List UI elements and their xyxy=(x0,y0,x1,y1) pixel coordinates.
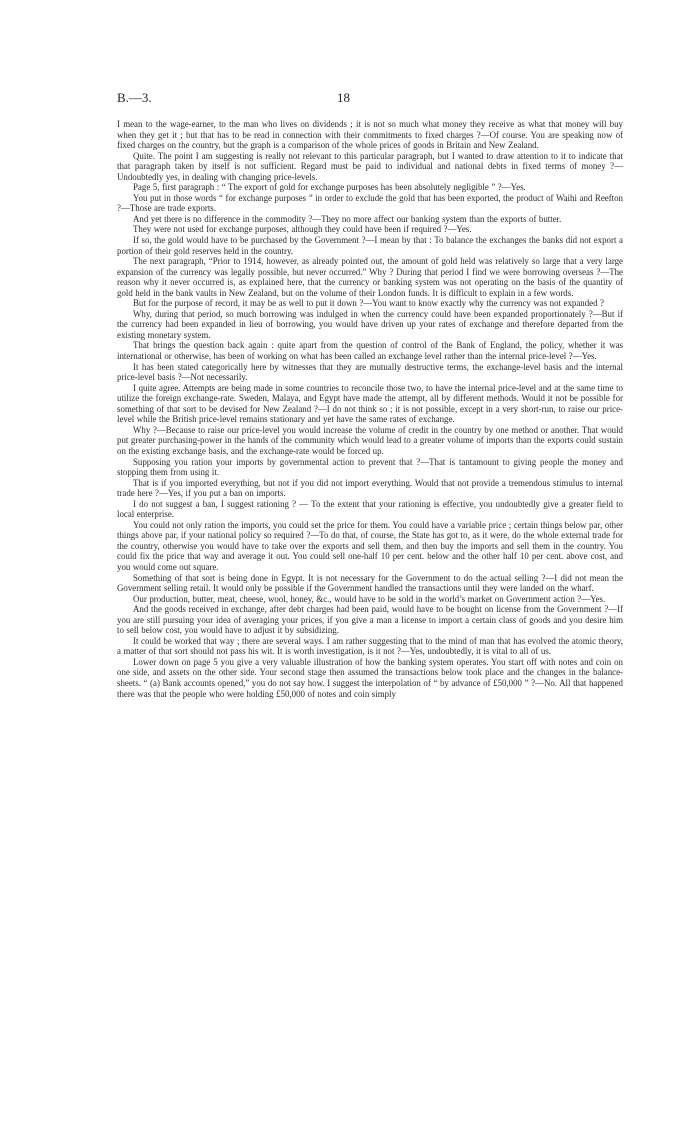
paragraph: But for the purpose of record, it may be as well to put it down ?—You want to know exactly why the currency was not expanded ? xyxy=(133,298,604,309)
paragraph: Why, during that period, so much borrowing was indulged in when the currency could have been expanded proportionately ?—But if the currency had been expanded in lieu of borrowing, you would have driven up your rates of exchange and therefore departed from the existing monetary system. xyxy=(117,308,623,340)
paragraph: Why ?—Because to raise our price-level you would increase the volume of credit in the country by one method or another. That would put greater purchasing-power in the hands of the community which would lead to a greater volume of imports than the exports could sustain on the existing exchange basis, and the exchange-rate would be forced up. xyxy=(117,424,623,456)
paragraph: I do not suggest a ban, I suggest rationing ? — To the extent that your rationing is effective, you undoubtedly give a greater field to local enterprise. xyxy=(117,498,623,520)
paragraph: I mean to the wage-earner, to the man who lives on dividends ; it is not so much what money they receive as what that money will buy when they get it ; but that has to be read in connection with their commitments to fixed charges ?—Of course. You are speaking now of fixed charges on the country, but the graph is a comparison of the whole prices of goods in Britain and New Zealand. xyxy=(117,119,623,151)
paragraph: It could be worked that way ; there are several ways. I am rather suggesting that to the mind of man that has evolved the atomic theory, a matter of that sort should not pass his wit. It is worth investigation, is it not ?—Yes, undoubtedly, it is vital to all of us. xyxy=(117,635,623,657)
paragraph: It has been stated categorically here by witnesses that they are mutually destructive terms, the exchange-level basis and the internal price-level basis ?—Not necessarily. xyxy=(117,361,623,383)
body-text xyxy=(117,119,623,699)
paragraph: And yet there is no difference in the commodity ?—They no more affect our banking system than the exports of butter. xyxy=(133,213,562,224)
page-number: 18 xyxy=(337,90,350,105)
paragraph: You could not only ration the imports, you could set the price for them. You could have a variable price ; certain things below par, other things above par, if your national policy so required ?—To do that, of course, the State has got to, as it were, do the whole external trade for the country, otherwise you would have to take over the exports and sell them, and then buy the imports and sell them in the country. You could fix the price that way and average it out. You could sell one-half 10 per cent. below and the other half 10 per cent. above cost, and you would come out square. xyxy=(117,519,623,572)
paragraph: I quite agree. Attempts are being made in some countries to reconcile those two, to have the internal price-level and at the same time to utilize the foreign exchange-rate. Sweden, Malaya, and Egypt have made the attempt, all by different methods. Would it not be possible for something of that sort to be devised for New Zealand ?—I do not think so ; it is not possible, except in a very short-run, to raise our price-level while the British price-level remains stationary and yet have the same rates of exchange. xyxy=(117,382,623,425)
page-header xyxy=(117,90,623,110)
paragraph: And the goods received in exchange, after debt charges had been paid, would have to be bought on license from the Government ?—If you are still pursuing your idea of averaging your prices, if you give a man a license to import a certain class of goods and you desire him to sell below cost, you would have to adjust it by subsidizing. xyxy=(117,604,623,636)
paragraph: The next paragraph, “Prior to 1914, however, as already pointed out, the amount of gold held was relatively so large that a very large expansion of the currency was legally possible, but never occurred.” Why ? During that period I find we were borrowing overseas ?—The reason why it never occurred is, as explained here, that the currency or banking system was not operating on the basis of the quantity of gold held in the bank vaults in New Zealand, but on the volume of their London funds. It is difficult to explain in a few words. xyxy=(117,256,623,298)
paragraph: Page 5, first paragraph : “ The export of gold for exchange purposes has been absolutely negligible ” ?—Yes. xyxy=(133,182,526,193)
paragraph: You put in those words “ for exchange purposes ” in order to exclude the gold that has been exported, the product of Waihi and Reefton ?—Those are trade exports. xyxy=(117,192,623,214)
paragraph: Lower down on page 5 you give a very valuable illustration of how the banking system operates. You start off with notes and coin on one side, and assets on the other side. Your second stage then assumed the transactions below took place and the changes in the balance-sheets. “ (a) Bank accounts opened,” you do not say how. I suggest the interpolation of “ by advance of £50,000 ” ?—No. All that happened there was that the people who were holding £50,000 of notes and coin simply xyxy=(117,656,623,699)
paragraph: That is if you imported everything, but not if you did not import everything. Would that not provide a tremendous stimulus to internal trade here ?—Yes, if you put a ban on imports. xyxy=(117,477,623,499)
paragraph: Quite. The point I am suggesting is really not relevant to this particular paragraph, but I wanted to draw attention to it to indicate that that paragraph taken by itself is not sufficient. Regard must be paid to individual and national debts in fixed terms of money ?—Undoubtedly yes, in dealing with changing price-levels. xyxy=(117,150,623,182)
paragraph: That brings the question back again : quite apart from the question of control of the Bank of England, the policy, whether it was international or otherwise, has been of working on what has been called an exchange level rather than the internal price-level ?—Yes. xyxy=(117,340,623,362)
document-reference: B.—3. xyxy=(117,90,152,105)
paragraph: Supposing you ration your imports by governmental action to prevent that ?—That is tantamount to giving people the money and stopping them from using it. xyxy=(117,456,623,478)
paragraph: Something of that sort is being done in Egypt. It is not necessary for the Government to do the actual selling ?—I did not mean the Government selling retail. It would only be possible if the Government handled the transactions until they were landed on the wharf. xyxy=(117,572,623,594)
paragraph: If so, the gold would have to be purchased by the Government ?—I mean by that : To balance the exchanges the banks did not export a portion of their gold reserves held in the country. xyxy=(117,235,623,256)
paragraph: They were not used for exchange purposes, although they could have been if required ?—Yes. xyxy=(133,224,472,235)
paragraph: Our production, butter, meat, cheese, wool, honey, &c., would have to be sold in the world’s market on Government action ?—Yes. xyxy=(133,593,606,604)
